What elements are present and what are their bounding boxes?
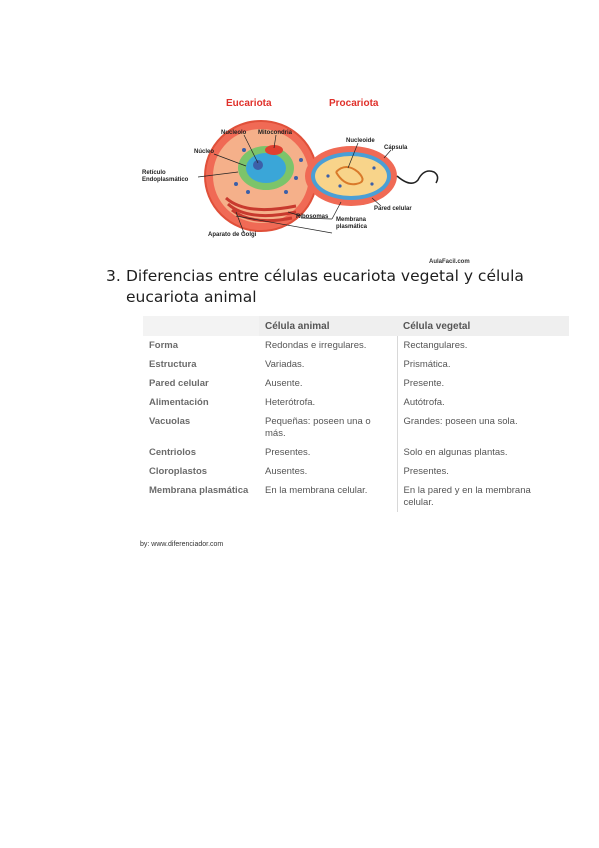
table-row bbox=[143, 412, 569, 443]
header-empty bbox=[143, 316, 259, 336]
table-credit: by: www.diferenciador.com bbox=[140, 541, 224, 548]
row-vegetal: Presente. bbox=[403, 378, 445, 389]
row-feature: Alimentación bbox=[149, 397, 209, 408]
row-feature: Estructura bbox=[149, 359, 197, 370]
row-animal: Heterótrofa. bbox=[259, 393, 397, 412]
row-vegetal: Presentes. bbox=[403, 466, 449, 477]
table-row bbox=[143, 355, 569, 374]
table-row bbox=[143, 481, 569, 512]
row-feature: Cloroplastos bbox=[149, 466, 208, 477]
row-vegetal: Grandes: poseen una sola. bbox=[403, 416, 518, 427]
label-golgi: Aparato de Golgi bbox=[208, 232, 257, 238]
label-nucleolo: Nucleolo bbox=[221, 130, 247, 136]
label-nucleoide: Nucleoide bbox=[346, 138, 375, 144]
row-vegetal: Solo en algunas plantas. bbox=[403, 447, 508, 458]
label-membrana-1: Membrana bbox=[336, 217, 367, 223]
table-row bbox=[143, 443, 569, 462]
row-animal: Variadas. bbox=[259, 355, 397, 374]
table-row bbox=[143, 462, 569, 481]
cell-diagram-svg bbox=[136, 88, 516, 268]
row-vegetal: En la pared y en la membrana celular. bbox=[403, 485, 531, 508]
row-animal: En la membrana celular. bbox=[259, 481, 397, 512]
table-row bbox=[143, 374, 569, 393]
row-animal: Redondas e irregulares. bbox=[259, 336, 397, 355]
flagellum bbox=[397, 171, 438, 183]
nucleus bbox=[246, 153, 286, 183]
row-vegetal: Rectangulares. bbox=[403, 340, 468, 351]
row-animal: Presentes. bbox=[259, 443, 397, 462]
figure-source: AulaFacil.com bbox=[429, 259, 470, 265]
prokaryote-cell bbox=[305, 146, 438, 206]
row-animal: Ausentes. bbox=[259, 462, 397, 481]
label-reticulo-1: Retículo bbox=[142, 170, 166, 176]
label-mitocondria: Mitocondria bbox=[258, 130, 292, 136]
row-vegetal: Prismática. bbox=[403, 359, 451, 370]
label-nucleo: Núcleo bbox=[194, 149, 215, 155]
row-animal: Ausente. bbox=[259, 374, 397, 393]
table-header-row bbox=[143, 316, 569, 336]
heading-text: Diferencias entre células eucariota vegetal y célula eucariota animal bbox=[126, 267, 524, 306]
label-membrana-2: plasmática bbox=[336, 224, 368, 230]
row-feature: Vacuolas bbox=[149, 416, 191, 427]
nucleolus bbox=[253, 160, 263, 170]
label-pared: Pared celular bbox=[374, 206, 412, 212]
title-eucariota: Eucariota bbox=[226, 98, 272, 109]
row-vegetal: Autótrofa. bbox=[403, 397, 445, 408]
label-ribosomas: Ribosomas bbox=[296, 214, 329, 220]
row-feature: Membrana plasmática bbox=[149, 485, 249, 496]
title-procariota: Procariota bbox=[329, 98, 379, 109]
label-reticulo-2: Endoplasmático bbox=[142, 177, 189, 183]
row-feature: Forma bbox=[149, 340, 179, 351]
header-animal: Célula animal bbox=[259, 316, 397, 336]
heading-number: 3. bbox=[106, 267, 121, 285]
label-capsula: Cápsula bbox=[384, 145, 408, 151]
row-feature: Centriolos bbox=[149, 447, 196, 458]
table-row bbox=[143, 393, 569, 412]
header-vegetal: Célula vegetal bbox=[397, 316, 569, 336]
table-row bbox=[143, 336, 569, 355]
row-animal: Pequeñas: poseen una o más. bbox=[259, 412, 397, 443]
cell-diagram bbox=[136, 88, 516, 268]
section-heading bbox=[106, 266, 526, 308]
row-feature: Pared celular bbox=[149, 378, 209, 389]
comparison-table bbox=[143, 316, 569, 512]
